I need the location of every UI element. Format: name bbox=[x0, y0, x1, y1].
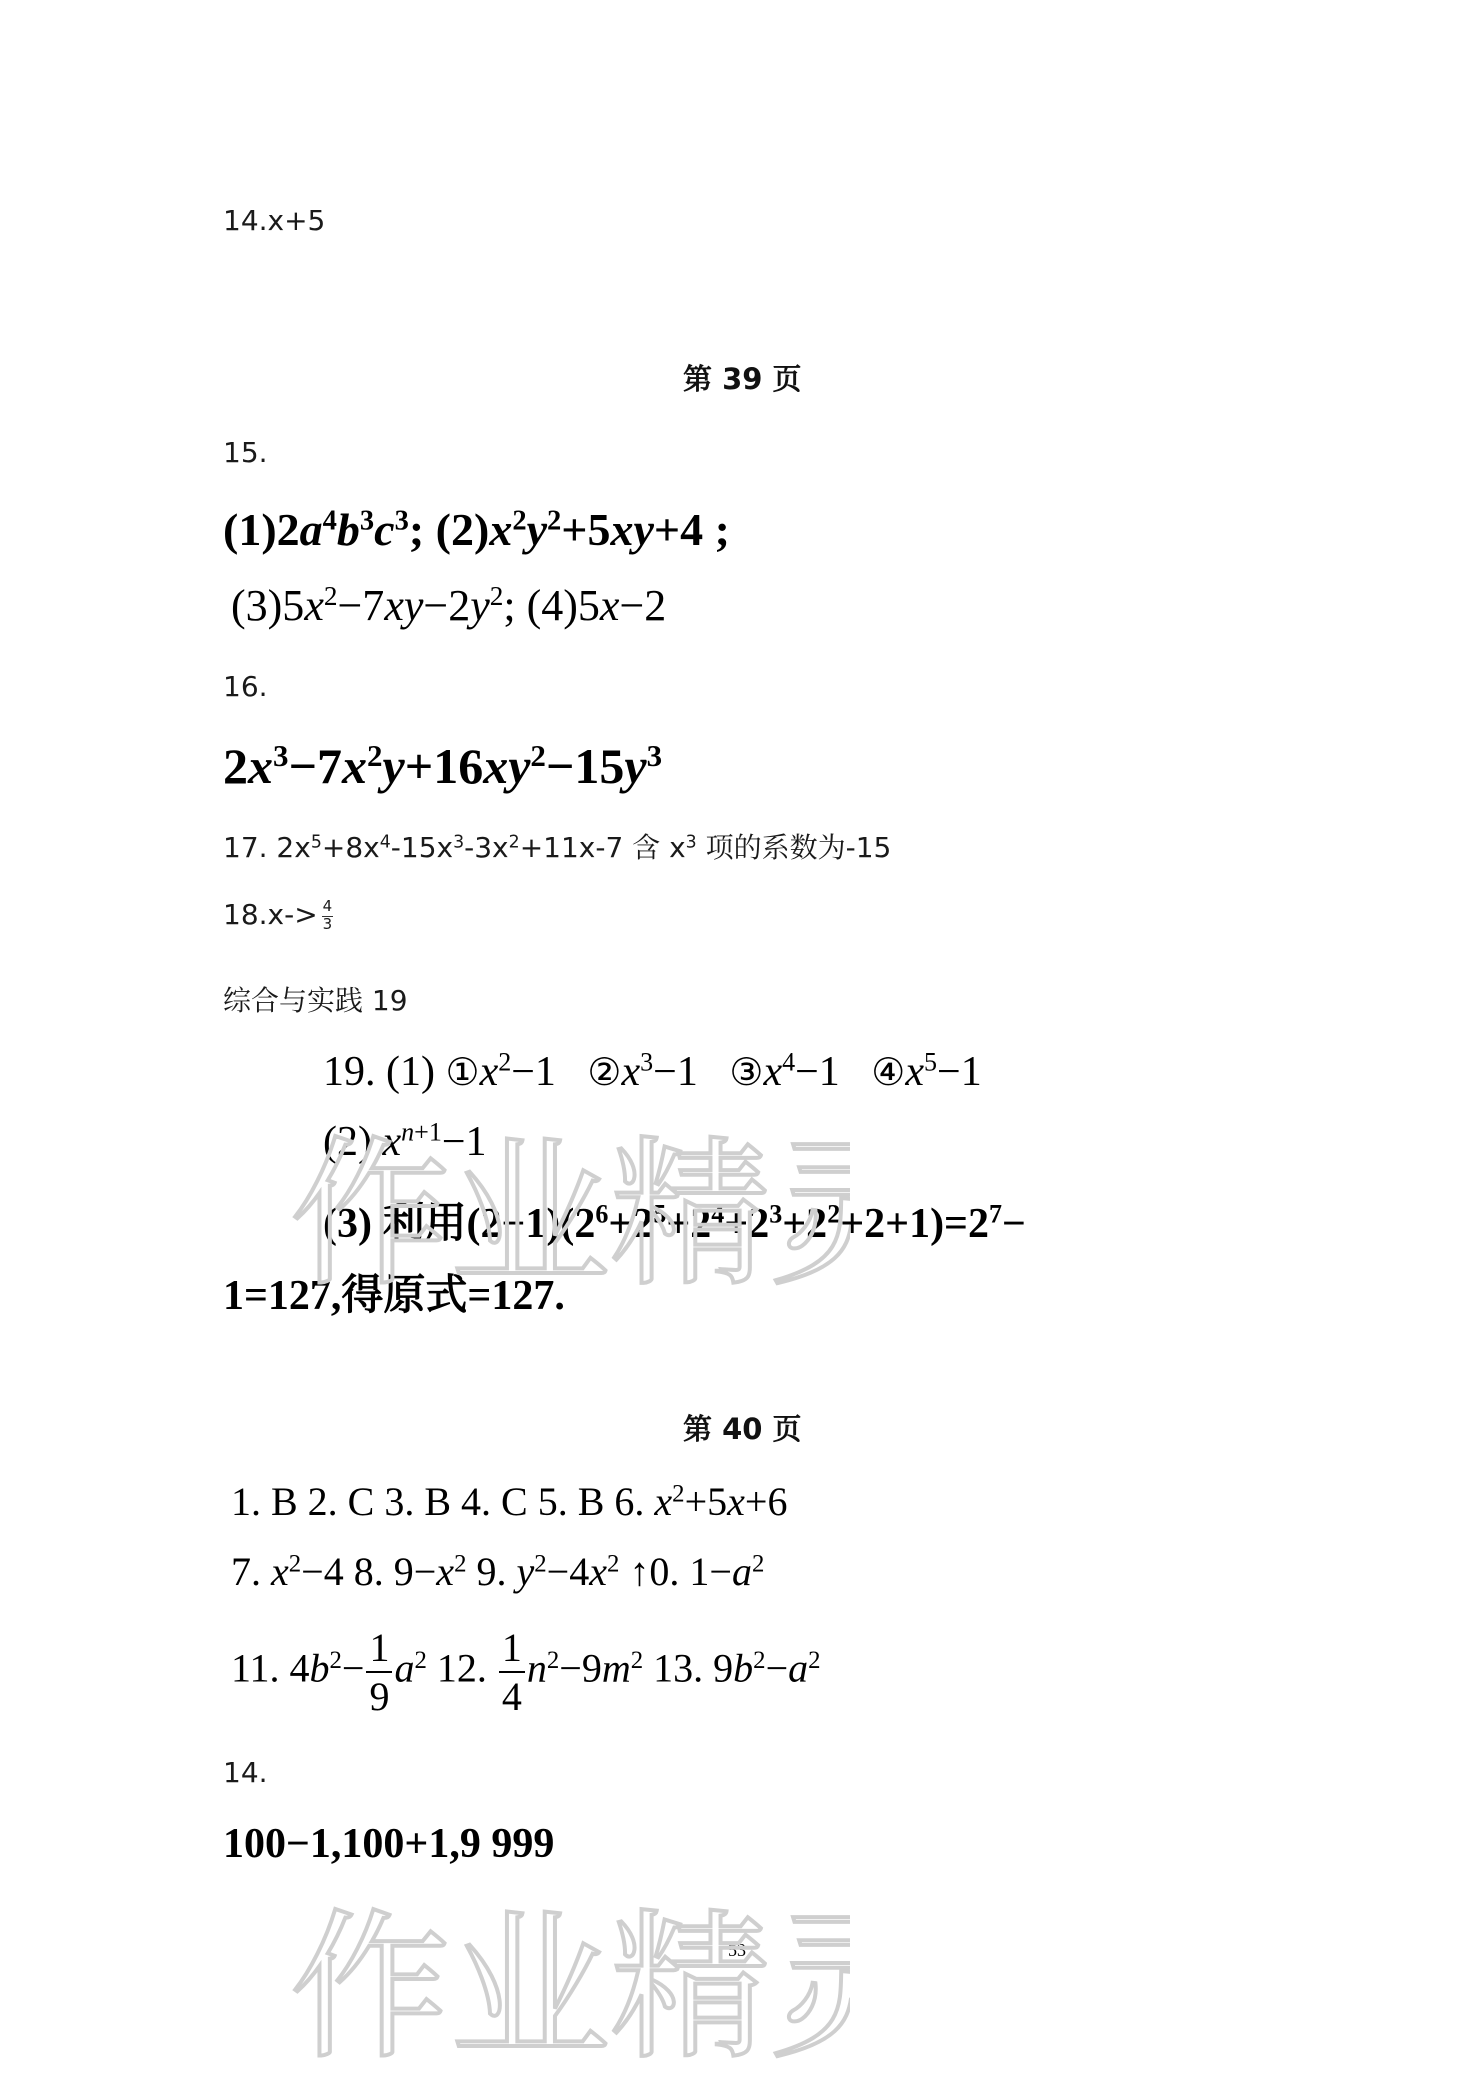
answers-row-3: 11. $4b^2-$ $\frac{1}{9}$ $a^2$ 12. $\frac{1}{4}$ $n^2-9m^2$ 13. $9b^2-a^2$ bbox=[231, 1625, 821, 1719]
question-15-label: 15. bbox=[223, 436, 268, 469]
q14-answer: 100−1,100+1,9 999 bbox=[223, 1821, 555, 1867]
q19-part-1: 19. (1) $①x^2-1$ $②x^3-1$ $③x^4-1$ $④x^5-1$ bbox=[323, 1047, 982, 1095]
question-16-label: 16. bbox=[223, 670, 268, 703]
q19-result: 1=127,得原式=127. bbox=[223, 1273, 565, 1319]
answer-14-prev: 14.x+5 bbox=[223, 204, 326, 237]
fraction-4-3: $\frac{4}{3}$ bbox=[322, 897, 333, 933]
answers-row-2: 7. $x^2-4$ 8. $9-x^2$ 9. $y^2-4x^2$ ↑0. $1-a^2$ bbox=[231, 1549, 765, 1594]
page-number: 53 bbox=[728, 1940, 746, 1960]
question-14-label: 14. bbox=[223, 1756, 268, 1789]
q16-answer: $2x^3-7x^2y+16xy^2-15y^3$ bbox=[223, 737, 663, 794]
svg-text:作业精灵: 作业精 bbox=[290, 1894, 771, 2078]
q19-part-2: (2) $x^{n+1}-1$ bbox=[323, 1117, 487, 1165]
question-18-answer: 18.x-> $\frac{4}{3}$ bbox=[223, 897, 333, 933]
page-heading-39: 第 39 页 bbox=[683, 362, 802, 396]
q15-answer-row-1: $(1)2a^4b^3c^3$; $(2)x^2y^2+5xy+4$ ; bbox=[223, 504, 730, 555]
q15-answer-row-2: $(3)5x^2-7xy-2y^2$; (4)5x−2 bbox=[231, 581, 667, 630]
section-heading-practice: 综合与实践 19 bbox=[223, 984, 408, 1017]
answers-row-1: 1. B 2. C 3. B 4. C 5. B 6. $x^2+5x+6$ bbox=[231, 1479, 788, 1524]
question-17-answer: 17. $2x^5+8x^4-15x^3-3x^2+11x-7$ 含 $x^3$ 项的系数为-15 bbox=[223, 831, 892, 864]
svg-text:作业精灵: 作业精 bbox=[290, 1121, 771, 1300]
page-heading-40: 第 40 页 bbox=[683, 1412, 802, 1446]
watermark-2 bbox=[290, 1878, 850, 2082]
q19-part-3: (3) 利用$(2-1)(2^6+2^5+2^4+2^3+2^2+2+1)=2^7-$ bbox=[323, 1199, 1026, 1247]
